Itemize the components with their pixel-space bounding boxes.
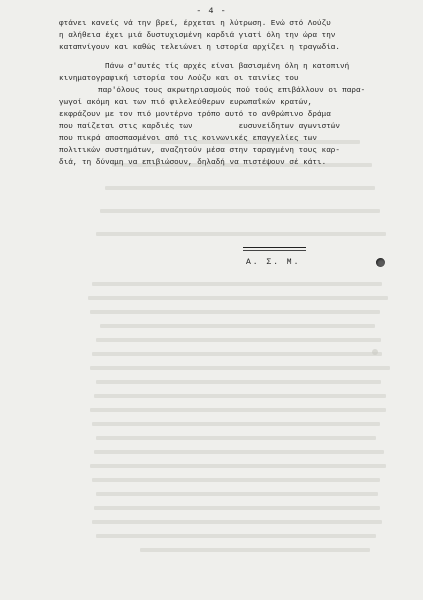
author-initials: Α. Σ. Μ. bbox=[246, 258, 301, 267]
body-line: κινηματογραφική ιστορία του Λούζυ και οι ταινίες του bbox=[59, 75, 299, 83]
body-line: φτάνει κανείς νά την βρεί, έρχεται η λύτρωση. Ενώ στό Λούζυ bbox=[59, 20, 331, 28]
body-line: η αλήθεια έχει μιά δυστυχισμένη καρδιά γιατί όλη την ώρα την bbox=[59, 32, 336, 40]
body-line: διά, τη δύναμη να επιβιώσουν, δηλαδή να πιστέψουν σέ κάτι. bbox=[59, 159, 327, 167]
body-line: γωγοί ακόμη και των πιό φιλελεύθερων ευρωπαΐκών κρατών, bbox=[59, 99, 313, 107]
body-line: που πικρά αποσπασμένοι από τις κοινωνικές επαγγελίες των bbox=[59, 135, 317, 143]
body-line: παρ'όλους τους ακρωτηριασμούς πού τούς επιβάλλουν οι παρα- bbox=[98, 87, 366, 95]
punch-hole bbox=[376, 258, 385, 267]
page-number: - 4 - bbox=[196, 6, 227, 16]
body-line: καταπνίγουν και καθώς τελειώνει η ιστορία αρχίζει η τραγωδία. bbox=[59, 44, 341, 52]
signature-divider bbox=[243, 247, 306, 251]
body-line: Πάνω σ'αυτές τίς αρχές είναι βασισμένη όλη η κατοπινή bbox=[105, 63, 350, 71]
body-line: που παίζεται στις καρδιές των ευσυνείδητων αγωνιστών bbox=[59, 123, 341, 131]
body-line: εκφράζουν με τον πιό μοντέρνο τρόπο αυτό το ανθρώπινο δράμα bbox=[59, 111, 331, 119]
body-line: πολιτικών συστημάτων, αναζητούν μέσα στην ταραγμένη τους καρ- bbox=[59, 147, 341, 155]
